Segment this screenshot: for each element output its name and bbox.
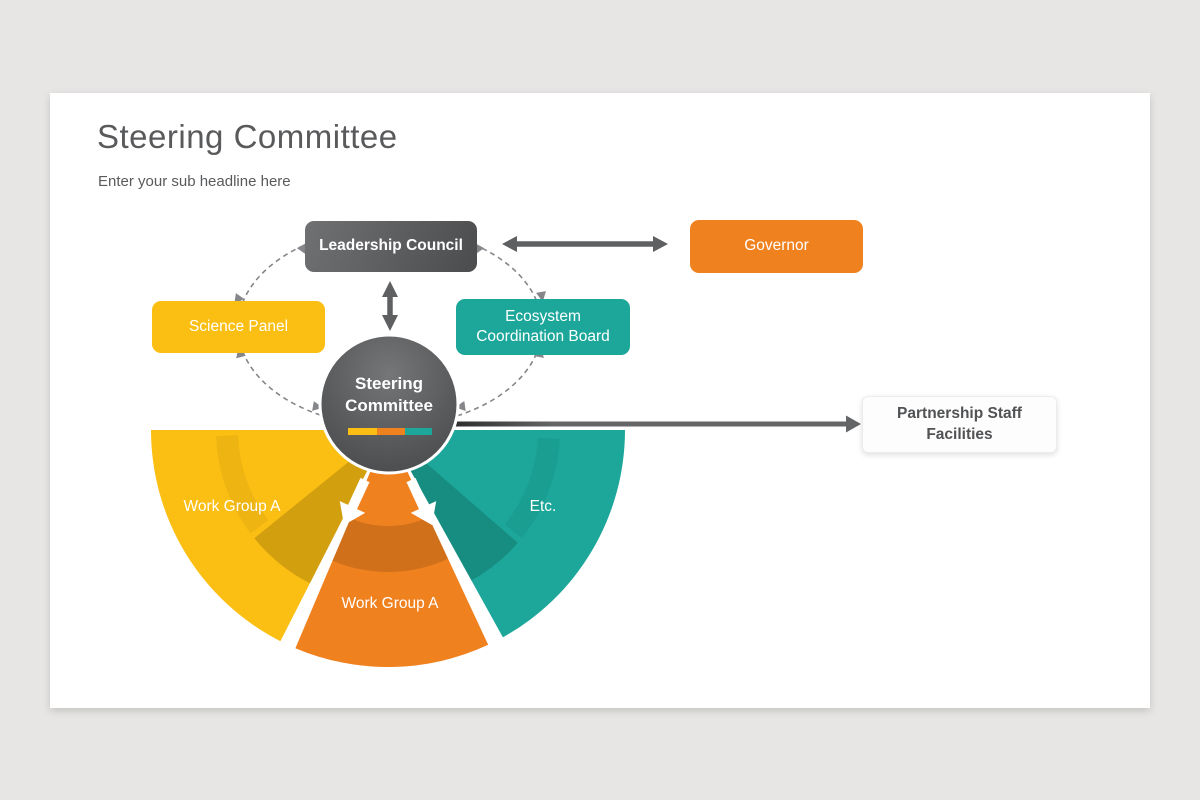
arrow-lc-governor [502, 236, 668, 252]
node-leadership-council-label: Leadership Council [319, 237, 463, 255]
circle-bar-orange [377, 428, 405, 435]
node-governor [690, 220, 863, 273]
slide-canvas [50, 93, 1150, 708]
circle-bar-yellow [348, 428, 377, 435]
node-science-panel-label: Science Panel [188, 317, 289, 335]
slide-subtitle: Enter your sub headline here [98, 173, 291, 190]
steering-committee-label: Steering Committee [345, 374, 433, 416]
wedge-label-work-group-a-left: Work Group A [183, 498, 281, 515]
slide-title: Steering Committee [97, 118, 398, 155]
circle-bar-teal [405, 428, 432, 435]
node-partnership-label: Partnership Staff Facilities [897, 405, 1022, 443]
arrow-steering-partnership [452, 416, 861, 433]
arrow-lc-steering [382, 281, 398, 331]
wedge-label-work-group-a-center: Work Group A [341, 595, 439, 612]
node-partnership [862, 396, 1057, 453]
node-governor-label: Governor [744, 237, 809, 255]
wedge-label-etc: Etc. [529, 498, 557, 515]
node-leadership-council [305, 221, 477, 272]
node-ecosystem-board-label: Ecosystem Coordination Board [476, 307, 610, 345]
node-science-panel [152, 301, 325, 353]
node-ecosystem-board [456, 299, 630, 355]
